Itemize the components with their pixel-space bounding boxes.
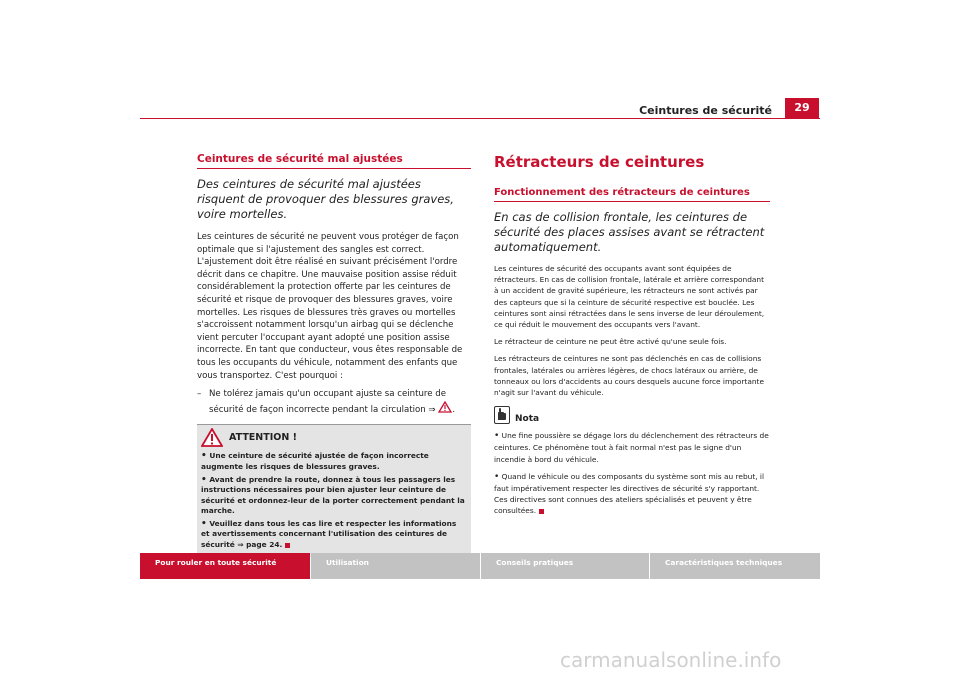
section-title: Ceintures de sécurité mal ajustées [197, 153, 471, 169]
footer-tab-caracteristiques[interactable]: Caractéristiques techniques [650, 553, 820, 579]
warning-item-text: Veuillez dans tous les cas lire et respecter les informations et avertissements concernant l'utilisation des ceintures de sécurité ⇒ page 24. [201, 518, 457, 550]
warning-item-text: Une ceinture de sécurité ajustée de façon incorrecte augmente les risques de blessures graves. [201, 451, 429, 471]
page-header-title: Ceintures de sécurité [639, 104, 772, 117]
warning-label: ATTENTION ! [229, 431, 297, 443]
body-paragraph: Le rétracteur de ceinture ne peut être activé qu'une seule fois. [494, 337, 727, 347]
section-title: Fonctionnement des rétracteurs de ceintures [494, 187, 770, 202]
footer-tab-conseils[interactable]: Conseils pratiques [481, 553, 649, 579]
warning-item [201, 519, 467, 551]
end-mark-icon [539, 509, 544, 514]
left-column [197, 153, 471, 557]
body-paragraph: Les ceintures de sécurité des occupants avant sont équipées de rétracteurs. En cas de collision frontale, latérale et arrière correspondant à un accident de gravité supérieure, les rétracteurs ne sont activés par des capteurs que si la ceinture de sécurité respective est bouclée. Les ceintures sont ainsi rétractées dans le sens inverse de leur déroulement, ce qui réduit le mouvement des occupants vers l'avant. [494, 264, 765, 330]
nota-item-text: Une fine poussière se dégage lors du déclenchement des rétracteurs de ceintures. Ce phénomène tout à fait normal n'est pas le signe d'un incendie à bord du véhicule. [494, 431, 769, 464]
warning-item [201, 451, 467, 472]
nota-header [494, 406, 770, 424]
dash-item-text: Ne tolérez jamais qu'un occupant ajuste sa ceinture de sécurité de façon incorrecte pendant la circulation ⇒ [209, 389, 447, 415]
dash-list-item: – Ne tolérez jamais qu'un occupant ajuste sa ceinture de sécurité de façon incorrecte pendant la circulation ⇒ . [197, 389, 456, 415]
right-column [494, 153, 770, 517]
warning-body [197, 449, 471, 556]
watermark: carmanualsonline.info [560, 648, 782, 672]
body-paragraph: Les rétracteurs de ceintures ne sont pas déclenchés en cas de collisions frontales, latérales ou arrières légères, de chocs latéraux ou arrière, de tonneaux ou lors d'accidents au cours desquels aucune force importante n'agit sur l'avant du véhicule. [494, 354, 764, 398]
warning-triangle-icon [438, 401, 452, 413]
nota-item [494, 471, 770, 517]
bullet-icon: • [494, 471, 500, 482]
nota-item [494, 430, 770, 465]
footer-tab-utilisation[interactable]: Utilisation [311, 553, 480, 579]
warning-item-text: Avant de prendre la route, donnez à tous les passagers les instructions nécessaires pour bien ajuster leur ceinture de sécurité et ordonnez-leur de la porter correctement pendant la marche. [201, 474, 465, 516]
footer-tab-securite[interactable]: Pour rouler en toute sécurité [140, 553, 310, 579]
bullet-icon: • [494, 431, 500, 442]
dash-mark: – [197, 389, 202, 400]
bullet-icon: • [201, 451, 207, 462]
section-intro: Des ceintures de sécurité mal ajustées risquent de provoquer des blessures graves, voire mortelles. [197, 177, 454, 221]
section-intro: En cas de collision frontale, les ceintures de sécurité des places assises avant se rétractent automatiquement. [494, 210, 765, 254]
header-rule [140, 118, 820, 119]
info-hand-icon [494, 406, 510, 424]
body-paragraph: Les ceintures de sécurité ne peuvent vous protéger de façon optimale que si l'ajustement des sangles est correct. L'ajustement doit être réalisé en suivant précisément l'ordre décrit dans ce chapitre. Une mauvaise position assise réduit considérablement la protection offerte par les ceintures de sécurité et risque de provoquer des blessures graves, voire mortelles. Les risques de blessures très graves ou mortelles s'accroissent notamment lorsqu'un airbag qui se déclenche vient percuter l'occupant ayant adopté une position assise incorrecte. En tant que conducteur, vous êtes responsable de tous les occupants du véhicule, notamment des enfants que vous transportez. C'est pourquoi : [197, 232, 463, 381]
warning-triangle-icon [201, 428, 223, 447]
warning-box [197, 424, 471, 556]
bullet-icon: • [201, 474, 207, 485]
warning-header [197, 425, 471, 449]
page-number: 29 [785, 98, 819, 118]
nota-item-text: Quand le véhicule ou des composants du système sont mis au rebut, il faut impérativement respecter les directives de sécurité s'y rapportant. Ces directives sont connues des ateliers spécialisés et peuvent y être consultées. [494, 471, 765, 516]
end-mark-icon [285, 543, 290, 548]
nota-label: Nota [515, 414, 540, 425]
chapter-title: Rétracteurs de ceintures [494, 153, 705, 171]
bullet-icon: • [201, 518, 207, 529]
warning-item [201, 475, 467, 517]
